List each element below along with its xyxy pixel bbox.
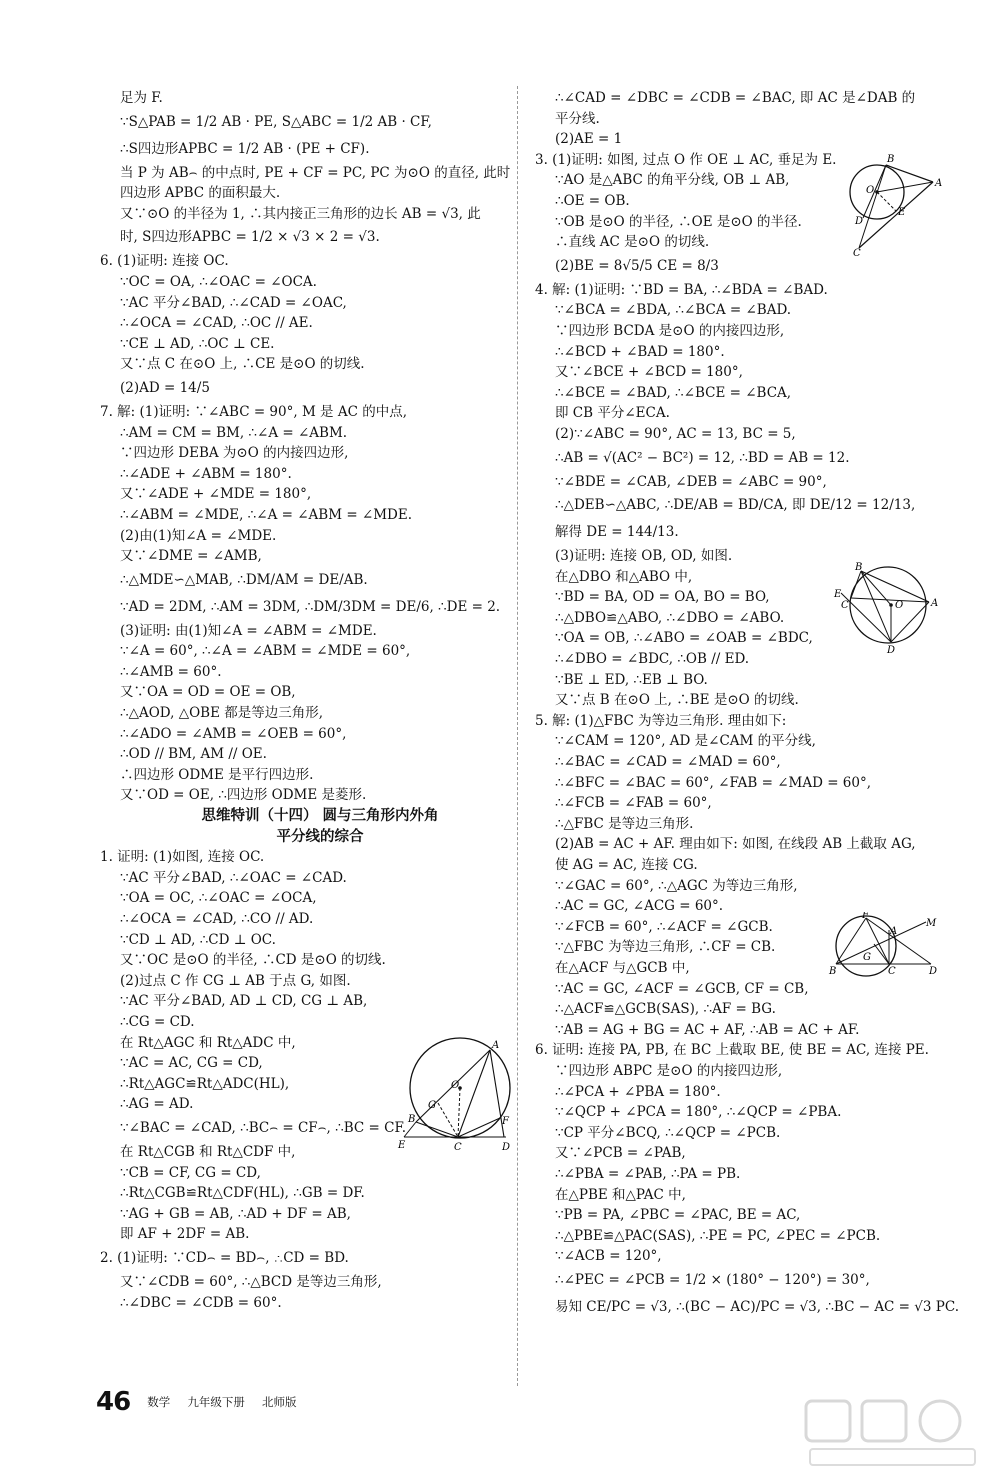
text-line: 又∵OA = OD = OE = OB,: [120, 684, 296, 701]
fig3-label: D: [855, 216, 864, 227]
text-line: (3)证明: 由(1)知∠A = ∠ABM = ∠MDE.: [120, 622, 377, 639]
text-line: ∴AM = CM = BM, ∴∠A = ∠ABM.: [120, 424, 348, 441]
text-line: ∴∠PBA = ∠PAB, ∴PA = PB.: [555, 1165, 741, 1182]
section-title-line: 思维特训（十四） 圆与三角形内外角: [201, 808, 439, 825]
text-line: ∴Rt△AGC≌Rt△ADC(HL),: [120, 1075, 290, 1092]
text-line: 6. 证明: 连接 PA, PB, 在 BC 上截取 BE, 使 BE = AC, 连接 PE.: [535, 1042, 929, 1059]
text-line: 又∵∠DME = ∠AMB,: [120, 548, 262, 565]
text-line: ∴△DEB∽△ABC, ∴DE/AB = BD/CA, 即 DE/12 = 12/13,: [555, 497, 916, 514]
text-line: 又∵⊙O 的半径为 1, ∴其内接正三角形的边长 AB = √3, 此: [120, 205, 481, 222]
text-line: ∵BD = BA, OD = OA, BO = BO,: [555, 589, 770, 606]
text-line: ∴CG = CD.: [120, 1013, 195, 1030]
text-line: ∵BE ⊥ ED, ∴EB ⊥ BO.: [555, 671, 708, 688]
text-line: 易知 CE/PC = √3, ∴(BC − AC)/PC = √3, ∴BC − AC = √3 PC.: [555, 1298, 959, 1315]
fig5-label: G: [863, 952, 871, 963]
fig3-label: A: [935, 178, 943, 189]
text-line: ∵△FBC 为等边三角形, ∴CF = CB.: [555, 939, 776, 956]
text-line: 又∵∠BCE + ∠BCD = 180°,: [555, 364, 743, 381]
text-line: ∴∠BFC = ∠BAC = 60°, ∠FAB = ∠MAD = 60°,: [555, 774, 872, 791]
text-line: 使 AG = AC, 连接 CG.: [555, 857, 698, 873]
fig1-label: D: [502, 1142, 511, 1153]
text-line: 又∵点 C 在⊙O 上, ∴CE 是⊙O 的切线.: [120, 356, 365, 373]
text-line: ∵四边形 DEBA 为⊙O 的内接四边形,: [120, 445, 349, 462]
text-line: 足为 F.: [120, 90, 163, 106]
text-line: ∴∠CAD = ∠DBC = ∠CDB = ∠BAC, 即 AC 是∠DAB 的: [555, 90, 916, 106]
text-line: 在 Rt△AGC 和 Rt△ADC 中,: [120, 1034, 296, 1051]
text-line: ∵CD ⊥ AD, ∴CD ⊥ OC.: [120, 931, 276, 948]
text-line: ∵AG + GB = AB, ∴AD + DF = AB,: [120, 1205, 351, 1222]
text-line: ∵AD = 2DM, ∴AM = 3DM, ∴DM/3DM = DE/6, ∴DE = 2.: [120, 598, 501, 615]
text-line: ∵AC = GC, ∠ACF = ∠GCB, CF = CB,: [555, 980, 809, 997]
fig3-label: O: [866, 185, 875, 196]
section-title-line: 平分线的综合: [276, 828, 364, 845]
fig3-label: C: [853, 248, 861, 257]
text-line: ∵∠A = 60°, ∴∠A = ∠ABM = ∠MDE = 60°,: [120, 643, 411, 660]
text-line: 在 Rt△CGB 和 Rt△CDF 中,: [120, 1143, 296, 1160]
text-line: 在△DBO 和△ABO 中,: [555, 568, 693, 585]
text-line: 又∵OC 是⊙O 的半径, ∴CD 是⊙O 的切线.: [120, 952, 386, 969]
text-line: 又∵∠PCB = ∠PAB,: [555, 1145, 686, 1162]
text-line: ∴直线 AC 是⊙O 的切线.: [555, 234, 710, 251]
figure-training-problem-1: [396, 1030, 521, 1155]
text-line: ∴∠BAC = ∠CAD = ∠MAD = 60°,: [555, 754, 781, 771]
figure-problem-4: [833, 560, 943, 655]
text-line: ∵PB = PA, ∠PBC = ∠PAC, BE = AC,: [555, 1207, 801, 1224]
text-line: ∴Rt△CGB≌Rt△CDF(HL), ∴GB = DF.: [120, 1185, 365, 1202]
text-line: ∵AO 是△ABC 的角平分线, OB ⊥ AB,: [555, 172, 790, 189]
text-line: 2. (1)证明: ∵CD⌢ = BD⌢, ∴CD = BD.: [100, 1249, 349, 1266]
text-line: ∴四边形 ODME 是平行四边形.: [120, 766, 314, 783]
fig5-label: B: [829, 966, 837, 977]
text-line: (2)过点 C 作 CG ⊥ AB 于点 G, 如图.: [120, 972, 351, 989]
text-line: ∵∠GAC = 60°, ∴△AGC 为等边三角形,: [555, 877, 798, 894]
text-line: ∵OA = OC, ∴∠OAC = ∠OCA,: [120, 890, 317, 907]
text-line: ∴AB = √(AC² − BC²) = 12, ∴BD = AB = 12.: [555, 449, 850, 466]
text-line: 四边形 APBC 的面积最大.: [120, 185, 281, 202]
text-line: 又∵∠ADE + ∠MDE = 180°,: [120, 486, 312, 503]
fig1-label: B: [408, 1114, 416, 1125]
text-line: 1. 证明: (1)如图, 连接 OC.: [100, 849, 265, 866]
fig4-label: C: [841, 600, 849, 611]
right-column: [535, 88, 959, 1321]
text-line: ∴△MDE∽△MAB, ∴DM/AM = DE/AB.: [120, 571, 368, 588]
fig1-label: F: [502, 1116, 509, 1127]
text-line: ∵CB = CF, CG = CD,: [120, 1164, 261, 1181]
text-line: ∴S四边形APBC = 1/2 AB · (PE + CF).: [120, 140, 370, 157]
watermark-logo: [800, 1395, 985, 1470]
fig5-label: M: [926, 918, 937, 929]
text-line: ∴OE = OB.: [555, 192, 630, 209]
text-line: ∴AC = GC, ∠ACG = 60°.: [555, 898, 724, 915]
page-footer: [96, 1387, 296, 1417]
text-line: ∵四边形 ABPC 是⊙O 的内接四边形,: [555, 1062, 783, 1079]
fig5-label: F: [862, 912, 869, 921]
text-line: ∵AC 平分∠BAD, ∴∠OAC = ∠CAD.: [120, 869, 347, 886]
text-line: 解得 DE = 144/13.: [555, 524, 679, 541]
text-line: (3)证明: 连接 OB, OD, 如图.: [555, 548, 733, 565]
text-line: ∵AC 平分∠BAD, ∴∠CAD = ∠OAC,: [120, 294, 347, 311]
fig1-label: G: [428, 1100, 436, 1111]
text-line: ∵CP 平分∠BCQ, ∴∠QCP = ∠PCB.: [555, 1124, 781, 1141]
fig5-label: C: [888, 966, 896, 977]
fig1-label: E: [398, 1140, 406, 1151]
text-line: (2)由(1)知∠A = ∠MDE.: [120, 527, 277, 544]
text-line: ∴∠OCA = ∠CAD, ∴CO // AD.: [120, 911, 314, 927]
text-line: ∴∠DBO = ∠BDC, ∴OB // ED.: [555, 651, 750, 668]
fig4-label: E: [834, 589, 842, 600]
text-line: ∵S△PAB = 1/2 AB · PE, S△ABC = 1/2 AB · CF,: [120, 113, 432, 130]
text-line: 4. 解: (1)证明: ∵BD = BA, ∴∠BDA = ∠BAD.: [535, 281, 828, 298]
text-line: ∴∠ADE + ∠ABM = 180°.: [120, 465, 292, 482]
text-line: 时, S四边形APBC = 1/2 × √3 × 2 = √3.: [120, 229, 380, 246]
footer-edition: 北师版: [261, 1395, 297, 1409]
page-number: 46: [96, 1387, 131, 1417]
fig1-label: C: [454, 1142, 462, 1153]
text-line: 5. 解: (1)△FBC 为等边三角形. 理由如下:: [535, 712, 787, 729]
text-line: 即 AF + 2DF = AB.: [120, 1226, 250, 1243]
text-line: ∴△DBO≌△ABO, ∴∠DBO = ∠ABO.: [555, 609, 785, 626]
footer-grade: 九年级下册: [187, 1395, 245, 1409]
text-line: ∴∠AMB = 60°.: [120, 663, 222, 680]
text-line: ∴△ACF≌△GCB(SAS), ∴AF = BG.: [555, 1001, 776, 1018]
text-line: ∴∠BCD + ∠BAD = 180°.: [555, 343, 725, 360]
text-line: 即 CB 平分∠ECA.: [555, 405, 670, 422]
figure-problem-3: [835, 152, 945, 257]
text-line: (2)∵∠ABC = 90°, AC = 13, BC = 5,: [555, 425, 796, 442]
fig1-label: A: [492, 1040, 500, 1051]
fig1-label: O: [451, 1080, 460, 1091]
figure-problem-5: [826, 912, 941, 987]
fig3-label: E: [898, 207, 906, 218]
text-line: ∵∠ACB = 120°,: [555, 1248, 662, 1265]
text-line: ∵∠BCA = ∠BDA, ∴∠BCA = ∠BAD.: [555, 302, 792, 319]
text-line: ∵∠BAC = ∠CAD, ∴BC⌢ = CF⌢, ∴BC = CF.: [120, 1119, 407, 1136]
text-line: 在△PBE 和△PAC 中,: [555, 1186, 686, 1203]
fig5-label: D: [929, 966, 938, 977]
text-line: ∴∠PEC = ∠PCB = 1/2 × (180° − 120°) = 30°,: [555, 1271, 870, 1288]
footer-subject: 数学: [147, 1395, 171, 1409]
fig4-label: B: [855, 562, 863, 573]
text-line: 7. 解: (1)证明: ∵∠ABC = 90°, M 是 AC 的中点,: [100, 403, 408, 420]
text-line: ∴∠DBC = ∠CDB = 60°.: [120, 1294, 282, 1311]
fig5-label: A: [890, 926, 898, 937]
fig3-label: B: [887, 154, 895, 165]
text-line: ∴△FBC 是等边三角形.: [555, 815, 694, 832]
text-line: ∴△PBE≌△PAC(SAS), ∴PE = PC, ∠PEC = ∠PCB.: [555, 1227, 881, 1244]
text-line: ∵∠BDE = ∠CAB, ∠DEB = ∠ABC = 90°,: [555, 473, 827, 490]
text-line: ∵∠CAM = 120°, AD 是∠CAM 的平分线,: [555, 733, 816, 750]
column-divider: [517, 86, 518, 1386]
text-line: ∵∠FCB = 60°, ∴∠ACF = ∠GCB.: [555, 918, 773, 935]
text-line: ∴AG = AD.: [120, 1096, 194, 1113]
text-line: 当 P 为 AB⌢ 的中点时, PE + CF = PC, PC 为⊙O 的直径, 此时: [120, 164, 511, 181]
text-line: (2)AB = AC + AF. 理由如下: 如图, 在线段 AB 上截取 AG,: [555, 836, 916, 853]
text-line: ∴∠FCB = ∠FAB = 60°,: [555, 795, 712, 812]
text-line: ∵AC = AC, CG = CD,: [120, 1055, 263, 1072]
text-line: 在△ACF 与△GCB 中,: [555, 959, 690, 976]
text-line: ∵CE ⊥ AD, ∴OC ⊥ CE.: [120, 335, 275, 352]
text-line: ∴∠OCA = ∠CAD, ∴OC // AE.: [120, 315, 313, 332]
text-line: (2)AD = 14/5: [120, 379, 210, 396]
fig4-label: A: [931, 598, 939, 609]
text-line: (2)BE = 8√5/5 CE = 8/3: [555, 257, 719, 274]
fig4-label: D: [887, 645, 896, 655]
text-line: ∵∠QCP + ∠PCA = 180°, ∴∠QCP = ∠PBA.: [555, 1104, 842, 1121]
text-line: ∵OC = OA, ∴∠OAC = ∠OCA.: [120, 273, 317, 290]
text-line: 3. (1)证明: 如图, 过点 O 作 OE ⊥ AC, 垂足为 E.: [535, 151, 837, 168]
text-line: ∴OD // BM, AM // OE.: [120, 746, 267, 763]
text-line: ∴∠BCE = ∠BAD, ∴∠BCE = ∠BCA,: [555, 384, 792, 401]
text-line: 又∵点 B 在⊙O 上, ∴BE 是⊙O 的切线.: [555, 692, 799, 709]
text-line: 又∵OD = OE, ∴四边形 ODME 是菱形.: [120, 787, 367, 804]
text-line: (2)AE = 1: [555, 131, 623, 148]
text-line: ∵OB 是⊙O 的半径, ∴OE 是⊙O 的半径.: [555, 213, 802, 230]
text-line: 6. (1)证明: 连接 OC.: [100, 253, 229, 270]
text-line: ∴∠PCA + ∠PBA = 180°.: [555, 1083, 721, 1100]
text-line: ∵AC 平分∠BAD, AD ⊥ CD, CG ⊥ AB,: [120, 993, 368, 1010]
fig4-label: O: [895, 600, 904, 611]
text-line: ∴∠ADO = ∠AMB = ∠OEB = 60°,: [120, 725, 347, 742]
text-line: ∵AB = AG + BG = AC + AF, ∴AB = AC + AF.: [555, 1021, 860, 1038]
text-line: ∵四边形 BCDA 是⊙O 的内接四边形,: [555, 322, 785, 339]
text-line: 平分线.: [555, 110, 600, 127]
text-line: ∴∠ABM = ∠MDE, ∴∠A = ∠ABM = ∠MDE.: [120, 506, 413, 523]
text-line: ∴△AOD, △OBE 都是等边三角形,: [120, 705, 324, 722]
text-line: 又∵∠CDB = 60°, ∴△BCD 是等边三角形,: [120, 1273, 382, 1290]
text-line: ∵OA = OB, ∴∠ABO = ∠OAB = ∠BDC,: [555, 630, 813, 647]
